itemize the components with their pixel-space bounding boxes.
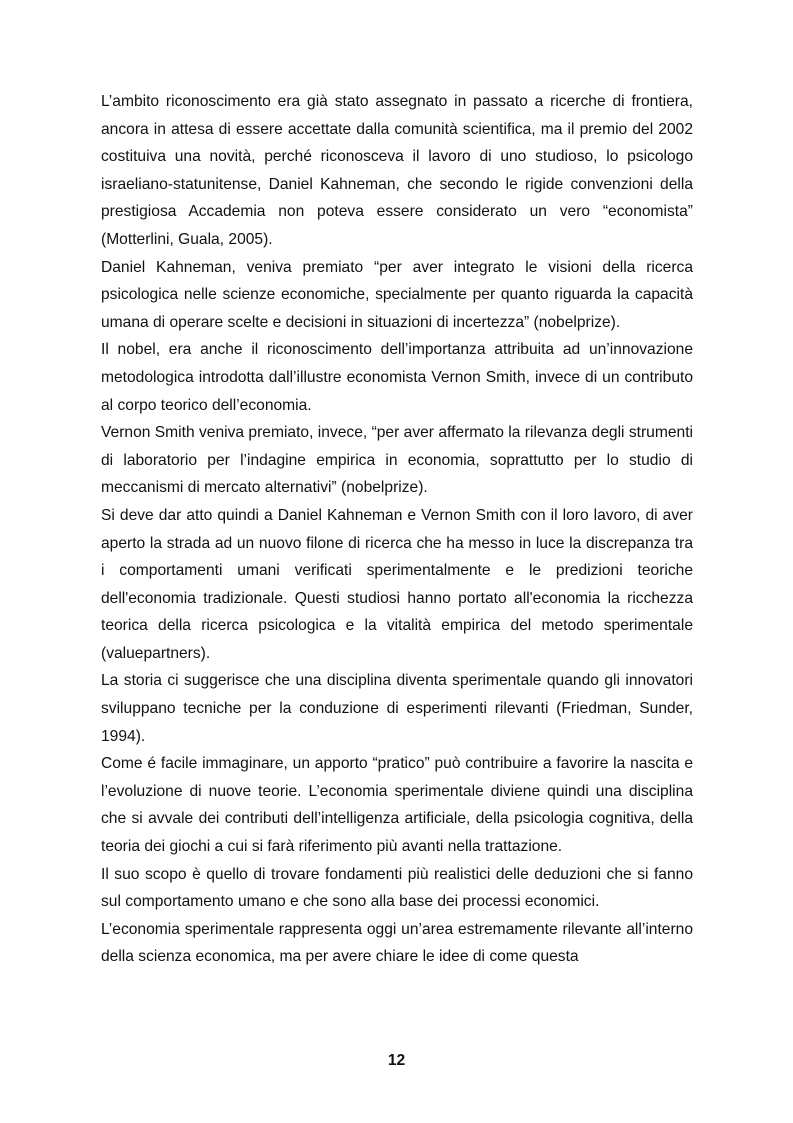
paragraph-1: L’ambito riconoscimento era già stato assegnato in passato a ricerche di frontiera, ancora in attesa di essere accettate dalla comunità scientifica, ma il premio del 2002 costituiva una novità, perché riconosceva il lavoro di uno studioso, lo psicologo israeliano-statunitense, Daniel Kahneman, che secondo le rigide convenzioni della prestigiosa Accademia non poteva essere considerato un vero “economista” (Motterlini, Guala, 2005). xyxy=(101,93,693,248)
paragraph-7: Come é facile immaginare, un apporto “pratico” può contribuire a favorire la nascita e l’evoluzione di nuove teorie. L’economia sperimentale diviene quindi una disciplina che si avvale dei contributi dell’intelligenza artificiale, della psicologia cognitiva, della teoria dei giochi a cui si farà riferimento più avanti nella trattazione. xyxy=(101,755,693,856)
paragraph-8: Il suo scopo è quello di trovare fondamenti più realistici delle deduzioni che si fanno sul comportamento umano e che sono alla base dei processi economici. xyxy=(101,865,693,911)
paragraph-6: La storia ci suggerisce che una disciplina diventa sperimentale quando gli innovatori sviluppano tecniche per la conduzione di esperimenti rilevanti (Friedman, Sunder, 1994). xyxy=(101,672,693,745)
page-body xyxy=(101,88,693,971)
paragraph-2: Daniel Kahneman, veniva premiato “per aver integrato le visioni della ricerca psicologica nelle scienze economiche, specialmente per quanto riguarda la capacità umana di operare scelte e decisioni in situazioni di incertezza” (nobelprize). xyxy=(101,258,693,331)
page-number: 12 xyxy=(387,1052,406,1069)
paragraph-5: Si deve dar atto quindi a Daniel Kahneman e Vernon Smith con il loro lavoro, di aver aperto la strada ad un nuovo filone di ricerca che ha messo in luce la discrepanza tra i comportamenti umani verificati sperimentalmente e le predizioni teoriche dell'economia tradizionale. Questi studiosi hanno portato all'economia la ricchezza teorica della ricerca psicologica e la vitalità empirica del metodo sperimentale (valuepartners). xyxy=(101,506,693,662)
paragraph-3: Il nobel, era anche il riconoscimento dell’importanza attribuita ad un’innovazione metodologica introdotta dall’illustre economista Vernon Smith, invece di un contributo al corpo teorico dell’economia. xyxy=(101,341,693,414)
paragraph-4: Vernon Smith veniva premiato, invece, “per aver affermato la rilevanza degli strumenti di laboratorio per l’indagine empirica in economia, soprattutto per lo studio di meccanismi di mercato alternativi” (nobelprize). xyxy=(101,424,693,497)
paragraph-9: L’economia sperimentale rappresenta oggi un’area estremamente rilevante all’interno della scienza economica, ma per avere chiare le idee di come questa xyxy=(101,920,693,966)
